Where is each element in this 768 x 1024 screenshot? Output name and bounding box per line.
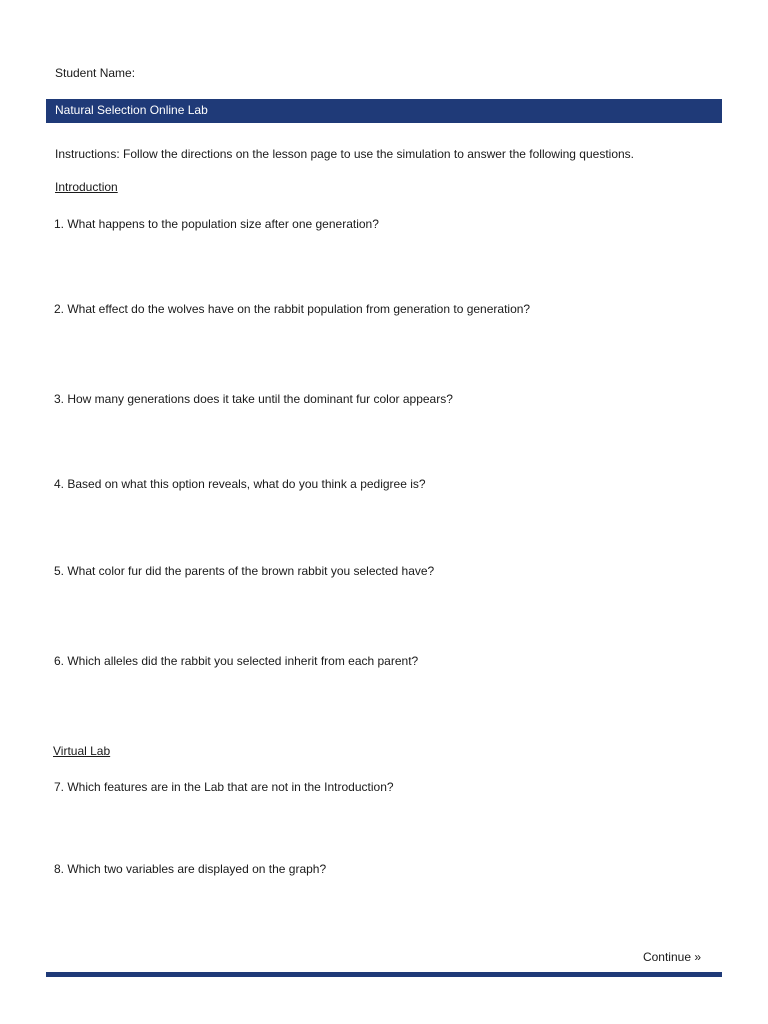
question-6: 6. Which alleles did the rabbit you selected inherit from each parent? bbox=[54, 654, 419, 668]
title-bar bbox=[46, 99, 722, 123]
footer-rule bbox=[46, 972, 722, 977]
student-name-label: Student Name: bbox=[55, 66, 136, 80]
instructions-text: Instructions: Follow the directions on the lesson page to use the simulation to answer the following questions. bbox=[55, 147, 634, 161]
question-1: 1. What happens to the population size after one generation? bbox=[54, 217, 379, 231]
question-4: 4. Based on what this option reveals, what do you think a pedigree is? bbox=[54, 477, 426, 491]
section-heading-introduction: Introduction bbox=[55, 180, 118, 194]
continue-link[interactable]: Continue » bbox=[642, 950, 701, 964]
question-2: 2. What effect do the wolves have on the rabbit population from generation to generation? bbox=[54, 302, 531, 316]
question-3: 3. How many generations does it take until the dominant fur color appears? bbox=[54, 392, 453, 406]
question-7: 7. Which features are in the Lab that are not in the Introduction? bbox=[54, 780, 394, 794]
section-heading-virtual-lab: Virtual Lab bbox=[53, 744, 111, 758]
question-5: 5. What color fur did the parents of the brown rabbit you selected have? bbox=[54, 564, 435, 578]
worksheet-title: Natural Selection Online Lab bbox=[55, 103, 208, 117]
question-8: 8. Which two variables are displayed on the graph? bbox=[54, 862, 327, 876]
